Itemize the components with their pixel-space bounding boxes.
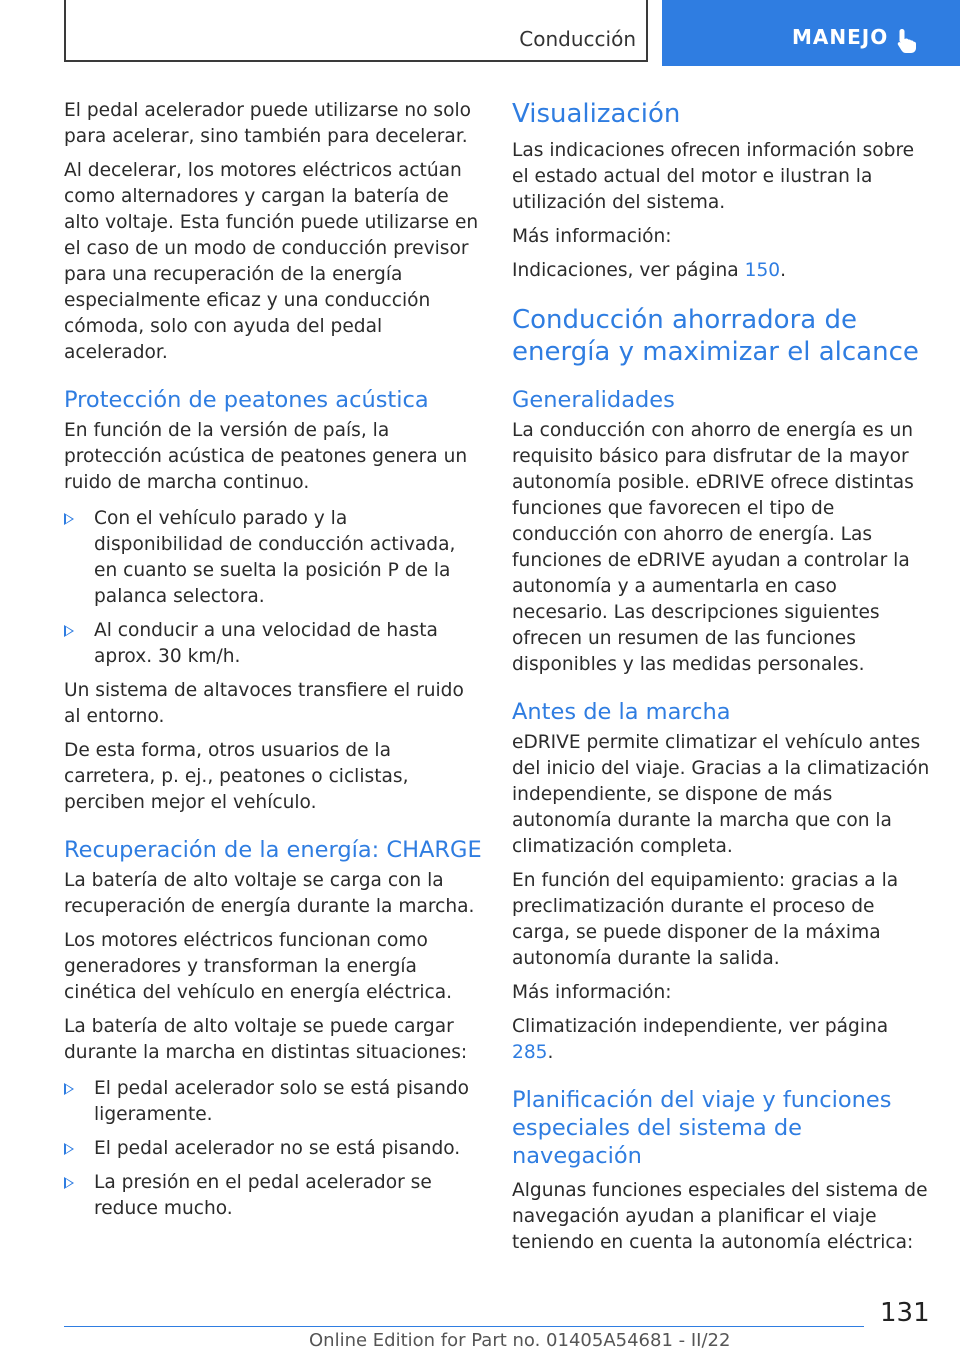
paragraph: El pedal acelerador puede utilizarse no solo para acelerar, sino también para decelerar. [64,100,472,147]
paragraph: De esta forma, otros usuarios de la carretera, p. ej., peatones o ciclistas, perciben mejor el vehículo. [64,740,409,813]
bullet-list [64,506,482,670]
paragraph: En función de la versión de país, la protección acústica de peatones genera un ruido de marcha continuo. [64,420,468,493]
reference-end: . [780,260,787,281]
section-heading: Protección de peatones acústica [64,387,429,413]
footer-divider [64,1326,864,1327]
list-item [64,618,482,670]
list-item [64,1136,482,1162]
paragraph: eDRIVE permite climatizar el vehículo antes del inicio del viaje. Gracias a la climatización independiente, se dispone de más autonomía durante la marcha que con la climatización completa. [512,732,930,857]
page-header [0,0,960,66]
left-column [64,98,482,1230]
cross-reference [512,258,932,284]
chapter-heading: Conducción ahorradora de energía y maximizar el alcance [512,305,919,367]
list-item-text: Al conducir a una velocidad de hasta aprox. 30 km/h. [94,620,438,667]
bullet-list [64,1076,482,1222]
page-number: 131 [880,1298,930,1328]
section-heading: Generalidades [512,387,675,413]
paragraph: En función del equipamiento: gracias a la preclimatización durante el proceso de carga, se puede disponer de la máxima autonomía durante la salida. [512,870,899,969]
paragraph: La batería de alto voltaje se carga con la recuperación de energía durante la marcha. [64,870,475,917]
pointing-hand-icon [896,28,920,54]
triangle-bullet-icon [64,1083,74,1095]
list-item-text: El pedal acelerador no se está pisando. [94,1138,461,1159]
chapter-tab-label: MANEJO [792,25,889,49]
triangle-bullet-icon [64,1177,74,1189]
page-link[interactable]: 150 [744,260,781,281]
triangle-bullet-icon [64,1143,74,1155]
right-column [512,98,932,1264]
list-item-text: El pedal acelerador solo se está pisando ligeramente. [94,1078,470,1125]
list-item-text: La presión en el pedal acelerador se reduce mucho. [94,1172,432,1219]
section-title: Conducción [519,27,636,51]
paragraph: Más información: [512,226,672,247]
cross-reference [512,1014,932,1066]
list-item [64,1076,482,1128]
paragraph: Más información: [512,982,672,1003]
paragraph: La batería de alto voltaje se puede cargar durante la marcha en distintas situaciones: [64,1016,468,1063]
reference-text: Climatización independiente, ver página [512,1016,889,1037]
list-item-text: Con el vehículo parado y la disponibilidad de conducción activada, en cuanto se suelta la posición P de la palanca selectora. [94,508,456,607]
section-heading: Planificación del viaje y funciones especiales del sistema de navegación [512,1087,892,1169]
list-item [64,1170,482,1222]
paragraph: Las indicaciones ofrecen información sobre el estado actual del motor e ilustran la utilización del sistema. [512,140,915,213]
paragraph: Algunas funciones especiales del sistema de navegación ayudan a planificar el viaje teniendo en cuenta la autonomía eléctrica: [512,1180,928,1253]
reference-text: Indicaciones, ver página [512,260,745,281]
edition-footer: Online Edition for Part no. 01405A54681 - II/22 [309,1330,731,1351]
triangle-bullet-icon [64,625,74,637]
page-link[interactable]: 285 [512,1042,548,1063]
triangle-bullet-icon [64,513,74,525]
section-heading: Antes de la marcha [512,699,731,725]
section-heading: Recuperación de la energía: CHARGE [64,837,482,863]
paragraph: Los motores eléctricos funcionan como generadores y transforman la energía cinética del vehículo en energía eléctrica. [64,930,453,1003]
paragraph: La conducción con ahorro de energía es un requisito básico para disfrutar de la mayor autonomía posible. eDRIVE ofrece distintas funciones que favorecen el tipo de conducción con ahorro de energía. Las funciones de eDRIVE ayudan a controlar la autonomía y a aumentarla en caso necesario. Las descripciones siguientes ofrecen un resumen de las funciones disponibles y las medidas personales. [512,420,914,675]
paragraph: Un sistema de altavoces transfiere el ruido al entorno. [64,680,464,727]
section-heading: Visualización [512,99,681,129]
paragraph: Al decelerar, los motores eléctricos actúan como alternadores y cargan la batería de alto voltaje. Esta función puede utilizarse en el caso de un modo de conducción previsor para una recuperación de la energía especialmente eficaz y una conducción cómoda, solo con ayuda del pedal acelerador. [64,160,479,363]
reference-end: . [547,1042,554,1063]
list-item [64,506,482,610]
